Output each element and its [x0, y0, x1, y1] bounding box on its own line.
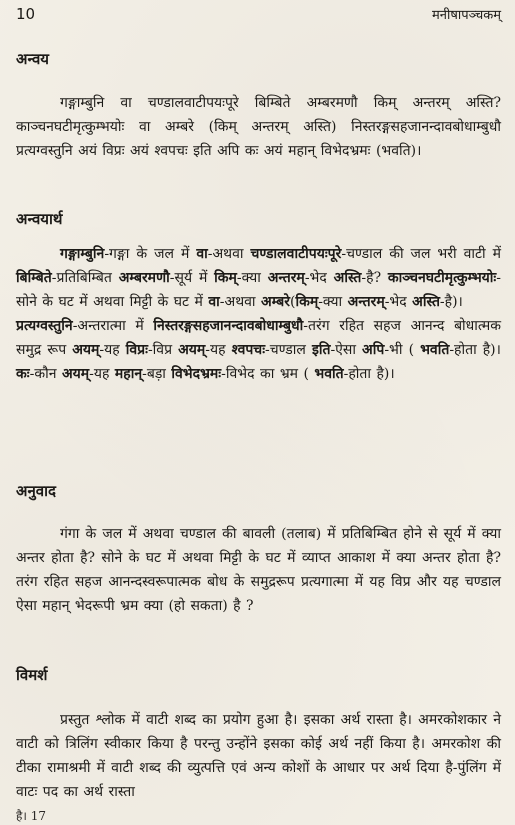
- term: अपि: [362, 342, 385, 358]
- anuvad-text: गंगा के जल में अथवा चण्डाल की बावली (तलाब) में प्रतिबिम्बित होने से सूर्य में क्या अन्तर होता है? सोने के घट में अथवा मिट्टी के घट में व्याप्त आकाश में क्या अन्तर होता है? तरंग रहित सहज आनन्दस्वरूपात्मक बोध के समुद्ररूप प्रत्यगात्मा में यह विप्र और यह चण्डाल ऐसा महान् भेदरूपी भ्रम क्या (हो सकता) है ?: [16, 526, 501, 614]
- meaning: -ऐसा: [330, 342, 363, 358]
- meaning: -क्या: [318, 294, 348, 310]
- meaning: -भी (: [384, 342, 421, 358]
- meaning: -है)।: [439, 294, 463, 310]
- section-heading: अन्वय: [16, 50, 49, 68]
- term: अस्ति: [333, 270, 362, 286]
- term: निस्तरङ्गसहजानन्दावबोधाम्बुधौ: [153, 318, 304, 334]
- page-number: 10: [16, 5, 36, 23]
- term: अयम्: [72, 342, 100, 358]
- term: वा: [196, 246, 208, 262]
- meaning: -क्या: [236, 270, 268, 286]
- meaning: -तरंग रहित सहज आनन्द बोधात्मक समुद्र रूप: [16, 318, 501, 358]
- term: इति: [311, 342, 331, 358]
- term: अम्बरे: [261, 294, 290, 310]
- meaning: -प्रतिबिम्बित: [51, 270, 119, 286]
- vimarsh-text: प्रस्तुत श्लोक में वाटी शब्द का प्रयोग हुआ है। इसका अर्थ रास्ता है। अमरकोशकार ने वाटी को त्रिलिंग स्वीकार किया है परन्तु उन्होंने इसका कोई अर्थ नहीं किया है। अमरकोश की टीका रामाश्रमी में वाटी शब्द की व्युत्पत्ति एवं अन्य कोशों के आधार पर अर्थ दिया है-पुंलिंग में वाटः पद का अर्थ रास्ता: [16, 712, 501, 800]
- term: विप्रः: [125, 342, 148, 358]
- section-heading: अन्वयार्थ: [16, 210, 63, 228]
- meaning: -अथवा: [207, 246, 251, 262]
- meaning: -चण्डाल की जल भरी वाटी में: [341, 246, 502, 262]
- meaning: -भेद: [384, 294, 413, 310]
- page-footer: है। 17: [16, 809, 47, 823]
- term: बिम्बिते: [16, 270, 52, 286]
- term: अयम्: [61, 366, 90, 382]
- term: अन्तरम्: [347, 294, 385, 310]
- meaning: -यह: [205, 342, 232, 358]
- meaning: -बड़ा: [142, 366, 172, 382]
- term: भवति: [314, 366, 344, 382]
- meaning: -कौन: [29, 366, 62, 382]
- meaning: -अथवा: [219, 294, 261, 310]
- meaning: -विप्र: [147, 342, 179, 358]
- meaning: -चण्डाल: [265, 342, 312, 358]
- meaning: -विभेद का भ्रम (: [221, 366, 315, 382]
- meaning: -यह: [89, 366, 115, 382]
- term: चण्डालवाटीपयःपूरे: [250, 246, 342, 262]
- meaning: -गङ्गा के जल में: [104, 246, 197, 262]
- meaning: -सूर्य में: [169, 270, 215, 286]
- meaning: -भेद: [304, 270, 334, 286]
- term: अम्बरमणौ: [118, 270, 170, 286]
- term: श्वपचः: [231, 342, 266, 358]
- anvay-text: गङ्गाम्बुनि वा चण्डालवाटीपयःपूरे बिम्बिते अम्बरमणौ किम् अन्तरम् अस्ति? काञ्चनघटीमृत्कुम्भयोः वा अम्बरे (किम् अन्तरम् अस्ति) निस्तरङ्गसहजानन्दावबोधाम्बुधौ प्रत्यग्वस्तुनि अयं विप्रः अयं श्वपचः इति अपि कः अयं महान् विभेदभ्रमः (भवति)।: [16, 95, 501, 159]
- section-anvayarth: [16, 210, 501, 386]
- page-header: [16, 0, 501, 28]
- term: प्रत्यग्वस्तुनि: [16, 318, 73, 334]
- meaning: -होता है)।: [343, 366, 395, 382]
- meaning: -सोने के घट में अथवा मिट्टी के घट में: [16, 270, 501, 310]
- term: कः: [16, 366, 30, 382]
- term: भवति: [420, 342, 450, 358]
- term: विभेदभ्रमः: [171, 366, 222, 382]
- term: अयम्: [178, 342, 206, 358]
- section-heading: अनुवाद: [16, 482, 56, 500]
- term: वा: [208, 294, 220, 310]
- term: अन्तरम्: [267, 270, 305, 286]
- term: अस्ति: [412, 294, 440, 310]
- meaning: -है?: [361, 270, 388, 286]
- term: गङ्गाम्बुनि: [60, 246, 105, 262]
- section-anuvad: [16, 482, 501, 618]
- meaning: -अन्तरात्मा में: [72, 318, 154, 334]
- anvayarth-paragraph-2: [16, 314, 501, 386]
- section-anvay: [16, 50, 501, 163]
- meaning: (: [289, 294, 296, 310]
- term: काञ्चनघटीमृत्कुम्भयोः: [387, 270, 497, 286]
- section-heading: विमर्श: [16, 666, 48, 684]
- term: किम्: [295, 294, 319, 310]
- meaning: -यह: [99, 342, 126, 358]
- term: किम्: [214, 270, 237, 286]
- anvayarth-paragraph-1: [16, 242, 501, 314]
- meaning: -होता है)।: [449, 342, 501, 358]
- term: महान्: [114, 366, 143, 382]
- book-title: मनीषापञ्चकम्: [432, 8, 501, 23]
- section-vimarsh: [16, 666, 501, 804]
